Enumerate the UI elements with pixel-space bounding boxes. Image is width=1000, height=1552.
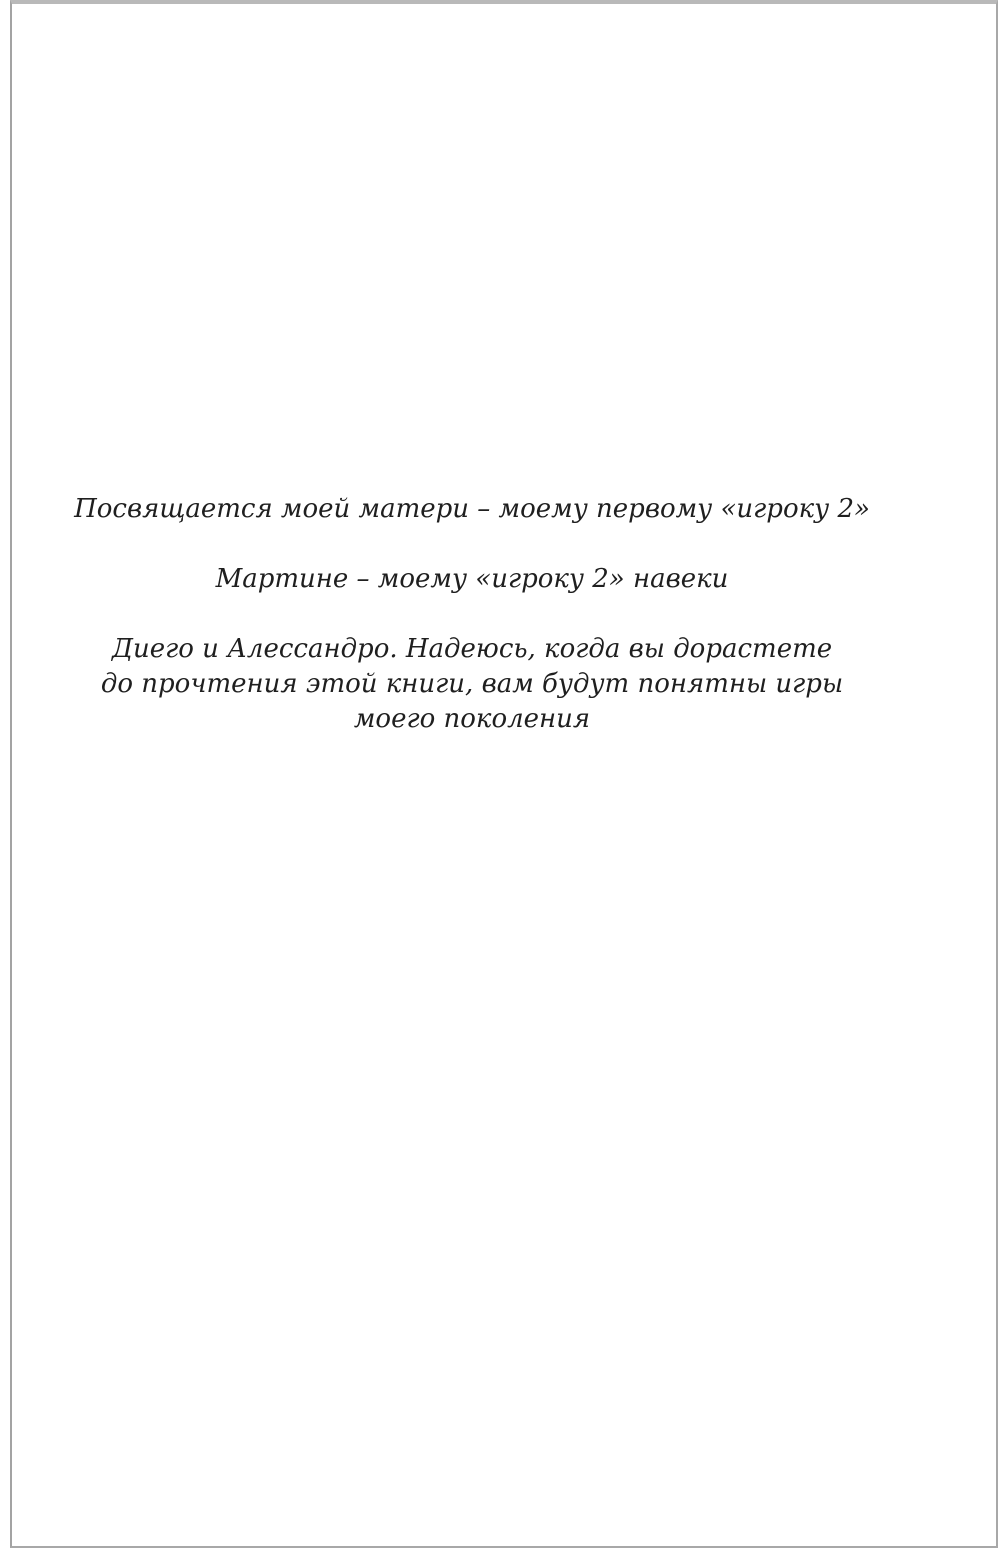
dedication-paragraph-3-line-3: моего поколения: [353, 704, 591, 734]
dedication-text-block: [10, 492, 934, 737]
dedication-paragraph-3-line-2: до прочтения этой книги, вам будут понятны игры: [100, 669, 844, 699]
dedication-paragraph-3-line-1: Диего и Алессандро. Надеюсь, когда вы дорастете: [111, 634, 833, 664]
page-border-frame: [10, 0, 998, 1548]
dedication-paragraph-1: Посвящается моей матери – моему первому «игроку 2»: [74, 494, 870, 524]
dedication-paragraph-3: [10, 632, 934, 737]
dedication-paragraph-2: Мартине – моему «игроку 2» навеки: [215, 564, 729, 594]
